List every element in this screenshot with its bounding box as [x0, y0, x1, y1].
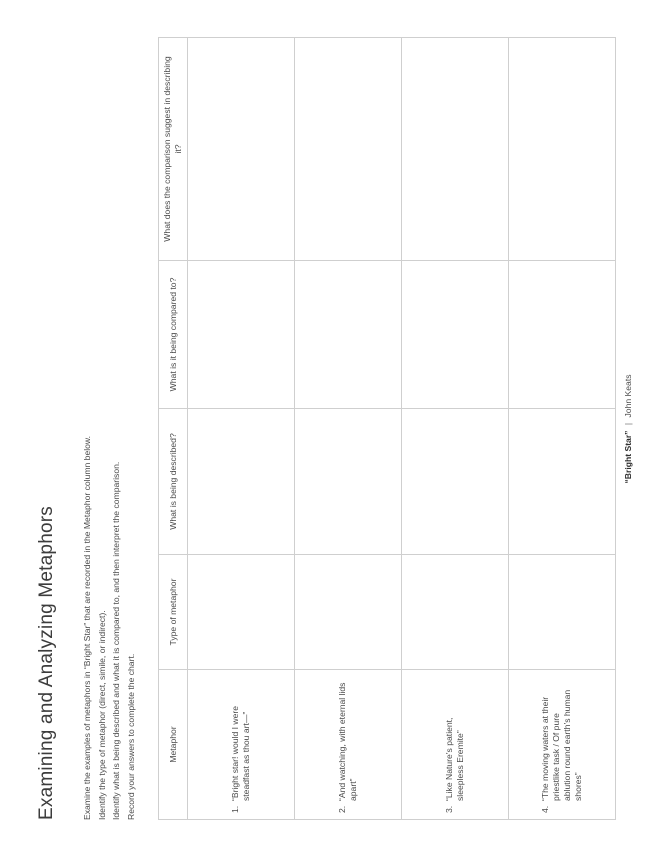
described-answer-cell[interactable] — [402, 409, 509, 555]
column-header-metaphor: Metaphor — [159, 670, 188, 820]
metaphor-text: “And watching, with eternal lids — [337, 682, 347, 801]
metaphor-cell — [295, 670, 402, 820]
column-header-suggestion: What does the comparison suggest in describing it? — [159, 38, 188, 261]
compared-answer-cell[interactable] — [402, 261, 509, 409]
metaphor-text: ablution round earth’s human — [562, 689, 572, 801]
metaphor-text: “The moving waters at their — [540, 696, 550, 801]
instruction-line: Examine the examples of metaphors in “Bright Star” that are recorded in the Metaphor column below. — [82, 435, 92, 820]
type-answer-cell[interactable] — [402, 555, 509, 670]
suggestion-answer-cell[interactable] — [188, 38, 295, 261]
compared-answer-cell[interactable] — [295, 261, 402, 409]
type-answer-cell[interactable] — [295, 555, 402, 670]
footer-separator: | — [623, 422, 633, 426]
metaphor-chart — [158, 37, 616, 820]
footer-author: John Keats — [623, 374, 633, 418]
metaphor-cell — [509, 670, 616, 820]
described-answer-cell[interactable] — [509, 409, 616, 555]
metaphor-text: steadfast as thou art—” — [241, 711, 251, 801]
row-number: 2. — [337, 805, 347, 813]
suggestion-answer-cell[interactable] — [295, 38, 402, 261]
metaphor-text: priestlike task / Of pure — [551, 713, 561, 801]
instruction-line: Record your answers to complete the chart. — [125, 653, 136, 820]
type-answer-cell[interactable] — [188, 555, 295, 670]
metaphor-cell — [402, 670, 509, 820]
described-answer-cell[interactable] — [188, 409, 295, 555]
column-header-described: What is being described? — [159, 409, 188, 555]
metaphor-text: “Bright star! would I were — [230, 705, 240, 801]
metaphor-cell — [188, 670, 295, 820]
row-number: 1. — [230, 805, 240, 813]
instruction-line: Identify the type of metaphor (direct, simile, or indirect). — [96, 610, 107, 820]
metaphor-text: shores” — [573, 772, 583, 801]
column-header-compared: What is it being compared to? — [159, 261, 188, 409]
table-row — [509, 38, 616, 820]
chart-header-row — [159, 38, 188, 820]
table-row — [188, 38, 295, 820]
metaphor-text: apart” — [348, 778, 358, 801]
described-answer-cell[interactable] — [295, 409, 402, 555]
compared-answer-cell[interactable] — [509, 261, 616, 409]
footer-work-title: “Bright Star” — [623, 430, 633, 484]
row-number: 4. — [540, 805, 550, 813]
instructions — [80, 436, 138, 820]
row-number: 3. — [444, 805, 454, 813]
table-row — [295, 38, 402, 820]
suggestion-answer-cell[interactable] — [509, 38, 616, 261]
instruction-line: Identify what is being described and what it is compared to, and then interpret the comparison. — [111, 461, 121, 820]
page-footer — [623, 0, 633, 858]
suggestion-answer-cell[interactable] — [402, 38, 509, 261]
type-answer-cell[interactable] — [509, 555, 616, 670]
metaphor-text: “Like Nature’s patient, — [444, 717, 454, 801]
column-header-type: Type of metaphor — [159, 555, 188, 670]
compared-answer-cell[interactable] — [188, 261, 295, 409]
table-row — [402, 38, 509, 820]
metaphor-text: sleepless Eremite” — [455, 730, 465, 801]
page-title: Examining and Analyzing Metaphors — [36, 506, 57, 820]
